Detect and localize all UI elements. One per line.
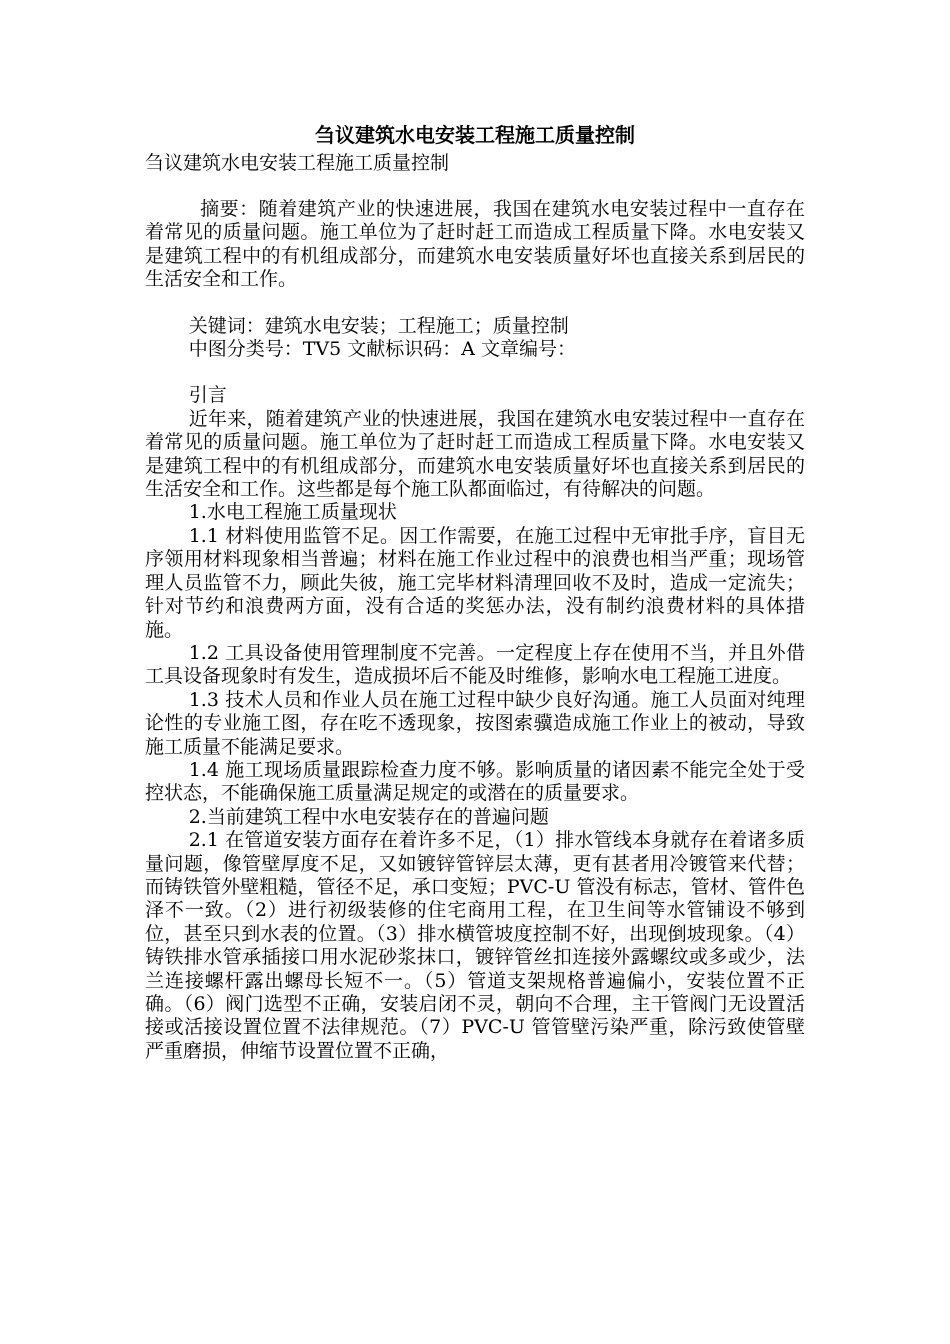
document-page bbox=[145, 118, 805, 1063]
abstract-paragraph: 摘要：随着建筑产业的快速进展，我国在建筑水电安装过程中一直存在着常见的质量问题。施工单位为了赶时赶工而造成工程质量下降。水电安装又是建筑工程中的有机组成部分，而建筑水电安装质量好坏也直接关系到居民的生活安全和工作。 bbox=[145, 198, 805, 291]
spacer bbox=[145, 361, 805, 384]
paragraph-1-2: 1.2 工具设备使用管理制度不完善。一定程度上存在使用不当，并且外借工具设备现象时有发生，造成损坏后不能及时维修，影响水电工程施工进度。 bbox=[145, 641, 805, 688]
paragraph-1-1: 1.1 材料使用监管不足。因工作需要，在施工过程中无审批手序，盲目无序领用材料现象相当普遍；材料在施工作业过程中的浪费也相当严重；现场管理人员监管不力，顾此失彼，施工完毕材料清理回收不及时，造成一定流失；针对节约和浪费两方面，没有合适的奖惩办法，没有制约浪费材料的具体措施。 bbox=[145, 524, 805, 641]
section-heading-1: 1.水电工程施工质量现状 bbox=[188, 501, 397, 524]
paragraph-1-3: 1.3 技术人员和作业人员在施工过程中缺少良好沟通。施工人员面对纯理论性的专业施工图，存在吃不透现象，按图索骥造成施工作业上的被动，导致施工质量不能满足要求。 bbox=[145, 688, 805, 758]
intro-heading: 引言 bbox=[188, 384, 227, 407]
intro-paragraph: 近年来，随着建筑产业的快速进展，我国在建筑水电安装过程中一直存在着常见的质量问题。施工单位为了赶时赶工而造成工程质量下降。水电安装又是建筑工程中的有机组成部分，而建筑水电安装质量好坏也直接关系到居民的生活安全和工作。这些都是每个施工队都面临过，有待解决的问题。 bbox=[145, 407, 805, 501]
paragraph-2-1: 2.1 在管道安装方面存在着许多不足，（1）排水管线本身就存在着诸多质量问题，像管壁厚度不足，又如镀锌管锌层太薄，更有甚者用冷镀管来代替；而铸铁管外壁粗糙，管径不足，承口变短；PVC-U 管没有标志，管材、管件色泽不一致。（2）进行初级装修的住宅商用工程，在卫生间等水管铺设不够到位，甚至只到水表的位置。（3）排水横管坡度控制不好，出现倒坡现象。（4）铸铁排水管承插接口用水泥砂浆抹口，镀锌管丝扣连接外露螺纹或多或少，法兰连接螺杆露出螺母长短不一。（5）管道支架规格普遍偏小，安装位置不正确。（6）阀门选型不正确，安装启闭不灵，朝向不合理，主干管阀门无设置活接或活接设置位置不法律规范。（7）PVC-U 管管壁污染严重，除污致使管壁严重磨损，伸缩节设置位置不正确， bbox=[145, 829, 805, 1062]
paragraph-1-4: 1.4 施工现场质量跟踪检查力度不够。影响质量的诸因素不能完全处于受控状态，不能确保施工质量满足规定的或潜在的质量要求。 bbox=[145, 758, 805, 805]
document-subtitle: 刍议建筑水电安装工程施工质量控制 bbox=[145, 152, 450, 174]
document-title: 刍议建筑水电安装工程施工质量控制 bbox=[315, 123, 635, 147]
spacer bbox=[145, 292, 805, 315]
spacer bbox=[145, 175, 805, 198]
keywords-line: 关键词：建筑水电安装；工程施工；质量控制 bbox=[188, 314, 569, 337]
classification-line: 中图分类号：TV5 文献标识码：A 文章编号： bbox=[188, 338, 576, 361]
section-heading-2: 2.当前建筑工程中水电安装存在的普遍问题 bbox=[188, 805, 549, 828]
